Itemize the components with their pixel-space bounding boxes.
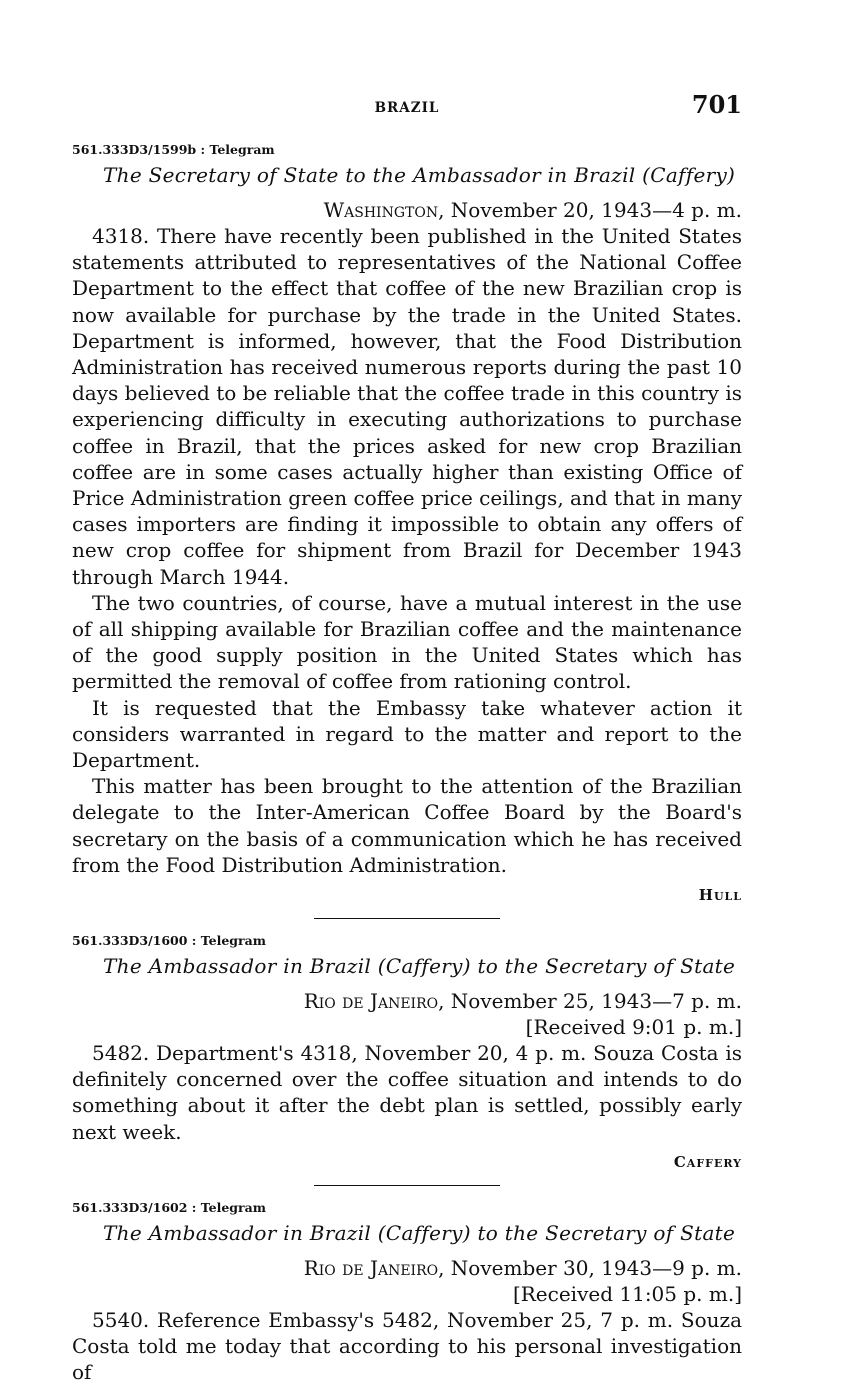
- running-head: BRAZIL: [374, 100, 440, 116]
- received-time: [Received 9:01 p. m.]: [525, 1015, 742, 1040]
- dateline-date: , November 20, 1943—4 p. m.: [438, 198, 742, 222]
- document-title: The Ambassador in Brazil (Caffery) to the Secretary of State: [103, 954, 736, 979]
- page-header: [72, 88, 742, 128]
- page-number: 701: [691, 90, 742, 119]
- received-time: [Received 11:05 p. m.]: [512, 1281, 742, 1306]
- body-paragraph: 5482. Department's 4318, November 20, 4 p. m. Souza Costa is definitely concerned over the coffee situation and intends to do something about it after the debt plan is settled, possibly early next week.: [72, 1041, 742, 1144]
- document-page: [72, 88, 742, 1386]
- document-title: The Secretary of State to the Ambassador in Brazil (Caffery): [103, 163, 736, 187]
- body-paragraph: It is requested that the Embassy take whatever action it considers warranted in regard to the matter and report to the Department.: [72, 695, 742, 773]
- dateline-place: Washington: [323, 198, 439, 222]
- document-title: The Ambassador in Brazil (Caffery) to the Secretary of State: [103, 1220, 736, 1245]
- telegram-1: [72, 142, 742, 904]
- dateline-place: Rio de Janeiro: [303, 1255, 439, 1280]
- signature: Hull: [698, 886, 742, 905]
- body-paragraph: This matter has been brought to the attention of the Brazilian delegate to the Inter-American Coffee Board by the Board's secretary on the basis of a communication which he has received from the Food Distribution Administration.: [72, 774, 742, 877]
- dateline-date: , November 30, 1943—9 p. m.: [438, 1255, 742, 1280]
- telegram-3: [72, 1200, 742, 1386]
- file-reference: 561.333D3/1600 : Telegram: [72, 933, 266, 949]
- body-paragraph: The two countries, of course, have a mutual interest in the use of all shipping available for Brazilian coffee and the maintenance of the good supply position in the United States which has permitted the removal of coffee from rationing control.: [72, 590, 742, 694]
- dateline: [72, 197, 742, 223]
- dateline-place: Rio de Janeiro: [303, 989, 439, 1014]
- body-paragraph: 4318. There have recently been published in the United States statements attributed to representatives of the National Coffee Department to the effect that coffee of the new Brazilian crop is now available for purchase by the trade in the United States. Department is informed, however, that the Food Distribution Administration has received numerous reports during the past 10 days believed to be reliable that the coffee trade in this country is experiencing difficulty in executing authorizations to purchase coffee in Brazil, that the prices asked for new crop Brazilian coffee are in some cases actually higher than existing Office of Price Administration green coffee price ceilings, and that in many cases importers are finding it impossible to obtain any offers of new crop coffee for shipment from Brazil for December 1943 through March 1944.: [72, 224, 742, 589]
- dateline-date: , November 25, 1943—7 p. m.: [438, 989, 742, 1014]
- telegram-2: [72, 933, 742, 1171]
- file-reference: 561.333D3/1602 : Telegram: [72, 1199, 266, 1215]
- section-divider: [314, 1185, 500, 1186]
- section-divider: [314, 918, 500, 919]
- body-paragraph: 5540. Reference Embassy's 5482, November 25, 7 p. m. Souza Costa told me today that according to his personal investigation of: [72, 1307, 742, 1385]
- file-reference: 561.333D3/1599b : Telegram: [72, 142, 275, 157]
- signature: Caffery: [673, 1152, 742, 1171]
- dateline: [72, 988, 742, 1014]
- dateline: [72, 1255, 742, 1281]
